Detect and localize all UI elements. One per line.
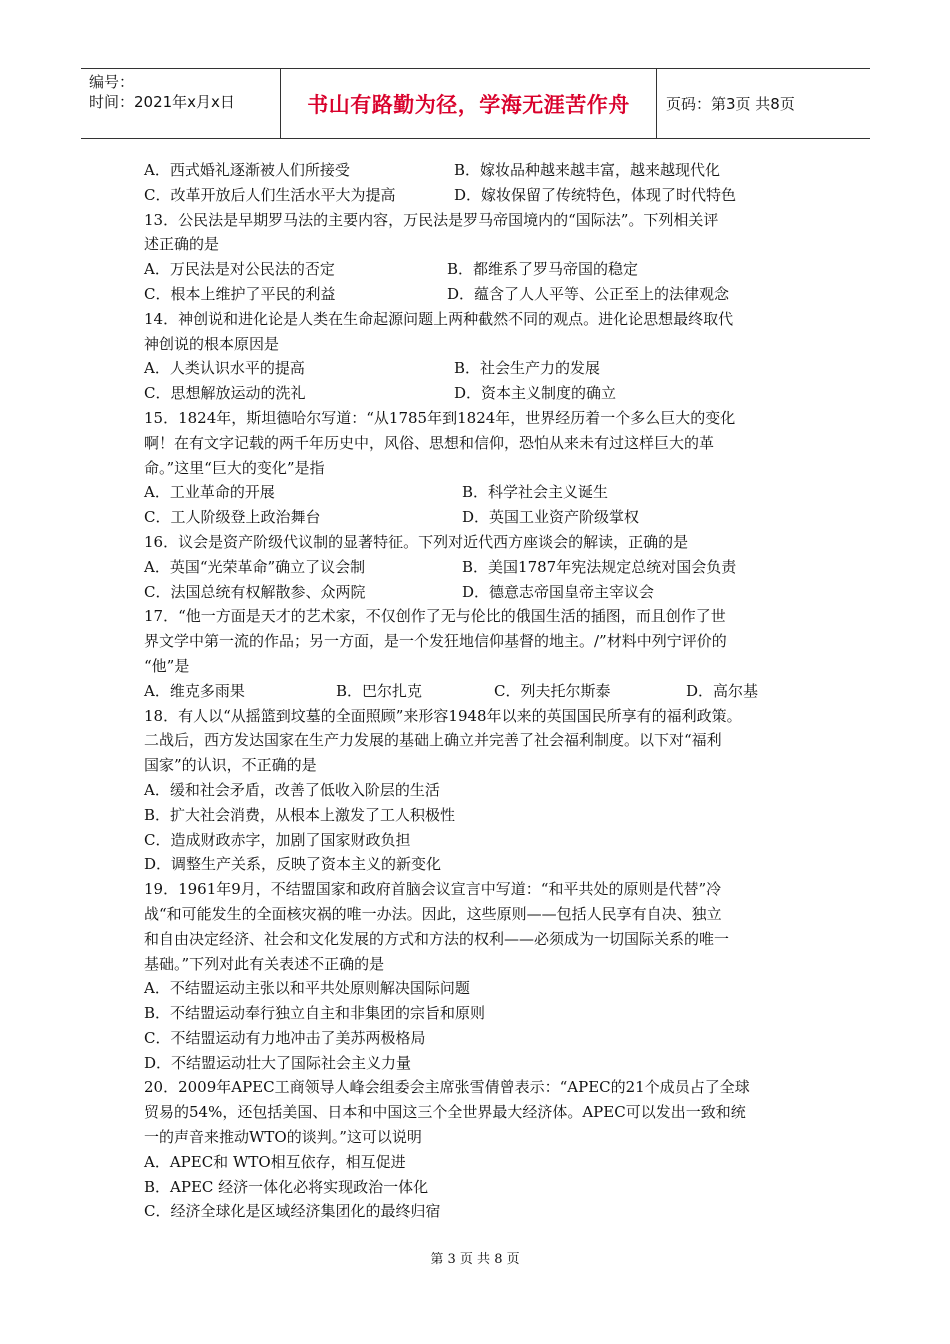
option-c: C．列夫托尔斯泰 bbox=[494, 681, 611, 700]
question-15-stem-cont: 命。”这里“巨大的变化”是指 bbox=[144, 458, 325, 477]
number-label: 编号： bbox=[89, 73, 135, 91]
question-19-stem: 19．1961年9月，不结盟国家和政府首脑会议宣言中写道：“和平共处的原则是代替”冷 bbox=[144, 880, 722, 899]
option-a: A．西式婚礼逐渐被人们所接受 bbox=[144, 161, 350, 179]
option-a: A．APEC和 WTO相互依存，相互促进 bbox=[144, 1152, 406, 1171]
question-20-stem-cont: 一的声音来推动WTO的谈判。”这可以说明 bbox=[144, 1128, 422, 1147]
option-c: C．思想解放运动的洗礼 bbox=[144, 384, 306, 403]
option-b: B．科学社会主义诞生 bbox=[462, 483, 609, 502]
question-13-stem: 13．公民法是早期罗马法的主要内容，万民法是罗马帝国境内的“国际法”。下列相关评 bbox=[144, 210, 719, 229]
option-row bbox=[144, 480, 824, 505]
option-b: B．APEC 经济一体化必将实现政治一体化 bbox=[144, 1177, 429, 1196]
option-b: B．嫁妆品种越来越丰富，越来越现代化 bbox=[454, 161, 721, 179]
question-17-stem: 17．“他一方面是天才的艺术家，不仅创作了无与伦比的俄国生活的插图，而且创作了世 bbox=[144, 607, 726, 626]
option-row bbox=[144, 158, 824, 183]
header-motto-cell bbox=[281, 69, 657, 138]
question-17-stem-cont: 界文学中第一流的作品；另一方面，是一个发狂地信仰基督的地主。/”材料中列宁评价的 bbox=[144, 632, 727, 651]
option-row bbox=[144, 679, 824, 704]
option-d: D．嫁妆保留了传统特色，体现了时代特色 bbox=[454, 185, 737, 204]
option-d: D．高尔基 bbox=[686, 681, 759, 700]
question-19-stem-cont: 战“和可能发生的全面核灾祸的唯一办法。因此，这些原则——包括人民享有自决、独立 bbox=[144, 904, 722, 923]
option-row bbox=[144, 282, 824, 307]
option-a: A．人类认识水平的提高 bbox=[144, 359, 305, 378]
option-row bbox=[144, 257, 824, 282]
option-row bbox=[144, 580, 824, 605]
option-b: B．不结盟运动奉行独立自主和非集团的宗旨和原则 bbox=[144, 1004, 486, 1023]
option-c: C．法国总统有权解散参、众两院 bbox=[144, 582, 366, 601]
question-13-stem-cont: 述正确的是 bbox=[144, 235, 220, 254]
question-19-stem-cont: 基础。”下列对此有关表述不正确的是 bbox=[144, 954, 385, 973]
document-body bbox=[144, 158, 824, 1224]
time-label: 时间：2021年x月x日 bbox=[89, 93, 235, 111]
option-a: A．缓和社会矛盾，改善了低收入阶层的生活 bbox=[144, 780, 440, 799]
option-d: D．德意志帝国皇帝主宰议会 bbox=[462, 582, 655, 601]
page-footer: 第 3 页 共 8 页 bbox=[430, 1252, 520, 1267]
header-page-cell bbox=[656, 69, 870, 138]
page-label: 页码：第3页 共8页 bbox=[666, 95, 795, 113]
option-c: C．经济全球化是区域经济集团化的最终归宿 bbox=[144, 1202, 441, 1221]
option-a: A．万民法是对公民法的否定 bbox=[144, 260, 335, 279]
option-c: C．改革开放后人们生活水平大为提高 bbox=[144, 185, 396, 204]
option-row bbox=[144, 183, 824, 208]
option-b: B．美国1787年宪法规定总统对国会负责 bbox=[462, 557, 737, 576]
option-a: A．不结盟运动主张以和平共处原则解决国际问题 bbox=[144, 979, 470, 998]
option-b: B．都维系了罗马帝国的稳定 bbox=[447, 260, 639, 279]
option-row bbox=[144, 555, 824, 580]
header-info-cell bbox=[81, 69, 281, 138]
option-c: C．工人阶级登上政治舞台 bbox=[144, 508, 321, 527]
option-row bbox=[144, 381, 824, 406]
option-d: D．不结盟运动壮大了国际社会主义力量 bbox=[144, 1053, 412, 1072]
question-14-stem-cont: 神创说的根本原因是 bbox=[144, 334, 280, 353]
question-16-stem: 16．议会是资产阶级代议制的显著特征。下列对近代西方座谈会的解读，正确的是 bbox=[144, 532, 689, 551]
option-c: C．根本上维护了平民的利益 bbox=[144, 284, 336, 303]
question-19-stem-cont: 和自由决定经济、社会和文化发展的方式和方法的权利——必须成为一切国际关系的唯一 bbox=[144, 929, 730, 948]
question-14-stem: 14．神创说和进化论是人类在生命起源问题上两种截然不同的观点。进化论思想最终取代 bbox=[144, 309, 734, 328]
question-18-stem-cont: 二战后，西方发达国家在生产力发展的基础上确立并完善了社会福利制度。以下对“福利 bbox=[144, 731, 722, 750]
option-c: C．不结盟运动有力地冲击了美苏两极格局 bbox=[144, 1028, 426, 1047]
question-18-stem: 18．有人以“从摇篮到坟墓的全面照顾”来形容1948年以来的英国国民所享有的福利政策。 bbox=[144, 706, 742, 725]
question-18-stem-cont: 国家”的认识，不正确的是 bbox=[144, 756, 317, 775]
option-a: A．英国“光荣革命”确立了议会制 bbox=[144, 557, 366, 576]
option-d: D．英国工业资产阶级掌权 bbox=[462, 508, 640, 527]
option-a: A．工业革命的开展 bbox=[144, 483, 275, 502]
option-b: B．社会生产力的发展 bbox=[454, 359, 601, 378]
option-a: A．维克多雨果 bbox=[144, 681, 245, 700]
option-b: B．扩大社会消费，从根本上激发了工人积极性 bbox=[144, 805, 456, 824]
option-d: D．资本主义制度的确立 bbox=[454, 384, 617, 403]
motto: 书山有路勤为径，学海无涯苦作舟 bbox=[307, 92, 630, 117]
question-20-stem-cont: 贸易的54%，还包括美国、日本和中国这三个全世界最大经济体。APEC可以发出一致和统 bbox=[144, 1103, 746, 1122]
page-header bbox=[81, 68, 870, 139]
option-b: B．巴尔扎克 bbox=[336, 681, 423, 700]
option-row bbox=[144, 505, 824, 530]
question-17-stem-cont: “他”是 bbox=[144, 656, 190, 675]
question-15-stem: 15．1824年，斯坦德哈尔写道：“从1785年到1824年，世界经历着一个多么巨大的变化 bbox=[144, 408, 736, 427]
option-d: D．蕴含了人人平等、公正至上的法律观念 bbox=[447, 284, 730, 303]
option-c: C．造成财政赤字，加剧了国家财政负担 bbox=[144, 830, 411, 849]
option-d: D．调整生产关系，反映了资本主义的新变化 bbox=[144, 855, 442, 874]
question-15-stem-cont: 啊！在有文字记载的两千年历史中，风俗、思想和信仰，恐怕从来未有过这样巨大的革 bbox=[144, 433, 715, 452]
question-20-stem: 20．2009年APEC工商领导人峰会组委会主席张雪倩曾表示：“APEC的21个成员占了全球 bbox=[144, 1078, 750, 1097]
option-row bbox=[144, 356, 824, 381]
